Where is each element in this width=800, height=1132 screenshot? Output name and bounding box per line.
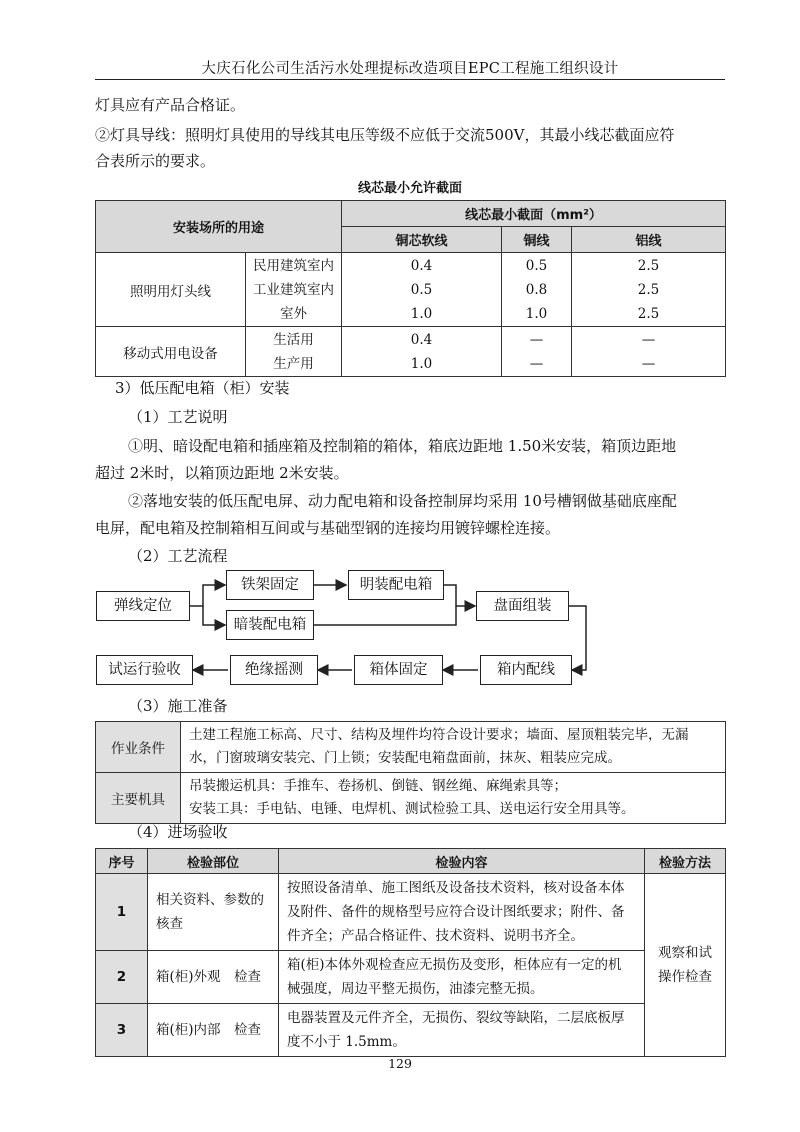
header-no: 序号: [96, 849, 148, 874]
row3-content: [279, 1004, 645, 1057]
group-lighting-cu-soft: [342, 253, 502, 327]
flow-node-concealed-box: 暗装配电箱: [226, 610, 314, 640]
table-cell: 民用建筑室内: [253, 257, 334, 274]
text-line: 箱(柜)本体外观检查应无损伤及变形，柜体应有一定的机: [287, 957, 622, 973]
header-content: 检验内容: [279, 849, 645, 874]
method-cell: [645, 874, 726, 1057]
paragraph-wire-voltage-line2: 合表所示的要求。: [95, 152, 216, 170]
page-number: 129: [388, 1056, 412, 1071]
row-no-1: 1: [96, 874, 148, 951]
page-header-title: 大庆石化公司生活污水处理提标改造项目EPC工程施工组织设计: [201, 61, 619, 77]
subsection-preparation: （3）施工准备: [128, 697, 228, 715]
flow-node-insulation-test: 绝缘摇测: [230, 655, 318, 685]
flow-node-commissioning: 试运行验收: [96, 655, 193, 685]
table-cell: 0.4: [410, 331, 433, 348]
flow-node-surface-box: 明装配电箱: [348, 570, 444, 600]
group-mobile: 移动式用电设备: [96, 327, 246, 377]
arrow-concealed-to-panel: [314, 606, 456, 625]
row1-part: [148, 874, 279, 951]
header-cu-soft: 铜芯软线: [342, 227, 502, 253]
row-no-3: 3: [96, 1004, 148, 1057]
label-main-tools: 主要机具: [96, 773, 181, 824]
table-cell: 0.4: [410, 257, 433, 274]
paragraph-floor-install-line2: 电屏，配电箱及控制箱相互间或与基础型钢的连接均用镀锌螺栓连接。: [95, 519, 561, 537]
table-cell: 生活用: [273, 331, 314, 348]
table-cell: 2.5: [637, 257, 660, 274]
text-line: 件齐全；产品合格证件、技术资料、说明书齐全。: [287, 928, 584, 944]
acceptance-table: [95, 848, 726, 1057]
table-cell: 0.5: [410, 281, 433, 298]
table-cell: —: [641, 331, 656, 348]
table-cell: 1.0: [410, 355, 433, 372]
table-cell: 室外: [280, 305, 307, 322]
header-min-section: 线芯最小截面（mm²）: [342, 201, 726, 227]
paragraph-floor-install-line1: ②落地安装的低压配电屏、动力配电箱和设备控制屏均采用 10号槽钢做基础底座配: [128, 492, 677, 510]
text-line: 按照设备清单、施工图纸及设备技术资料，核对设备本体: [287, 880, 625, 896]
text-line: 土建工程施工标高、尺寸、结构及埋件均符合设计要求；墙面、屋顶粗装完毕，无漏: [189, 727, 689, 743]
flow-node-internal-wiring: 箱内配线: [480, 655, 572, 685]
text-line: 及附件、备件的规格型号应符合设计图纸要求；附件、备: [287, 904, 625, 920]
section-heading-distribution-box: 3）低压配电箱（柜）安装: [115, 379, 290, 397]
subsection-process-flow: （2）工艺流程: [128, 547, 228, 565]
arrow-to-bracket-fixing: [190, 585, 225, 606]
table-cell: 工业建筑室内: [253, 281, 334, 298]
row2-content: [279, 951, 645, 1004]
header-part: 检验部位: [148, 849, 279, 874]
text-line: 吊装搬运机具：手推车、卷扬机、倒链、钢丝绳、麻绳索具等；: [189, 778, 567, 794]
work-conditions-text: [181, 722, 726, 773]
table-cell: 1.0: [525, 305, 548, 322]
header-use: 安装场所的用途: [96, 201, 342, 253]
text-line: 安装工具：手电钻、电锤、电焊机、测试检验工具、送电运行安全用具等。: [189, 801, 635, 817]
text-line: 度不小于 1.5mm。: [287, 1034, 406, 1050]
paragraph-certificate: 灯具应有产品合格证。: [95, 96, 246, 114]
group-mobile-al: [572, 327, 726, 377]
flow-node-panel-assembly: 盘面组装: [476, 591, 569, 621]
table-cell: 1.0: [410, 305, 433, 322]
paragraph-box-height-line2: 超过 2米时，以箱顶边距地 2米安装。: [95, 464, 349, 482]
header-rule: [95, 79, 725, 80]
text-line: 械强度，周边平整无损伤，油漆完整无损。: [287, 981, 544, 997]
table-cell: 0.5: [525, 257, 548, 274]
group-lighting: 照明用灯头线: [96, 253, 246, 327]
table-cell: 2.5: [637, 281, 660, 298]
flow-node-layout-marking: 弹线定位: [96, 591, 190, 621]
group-lighting-cu: [502, 253, 572, 327]
text-line: 核查: [156, 916, 183, 932]
text-line: 水，门窗玻璃安装完、门上锁；安装配电箱盘面前，抹灰、粗装应完成。: [189, 750, 621, 766]
flow-node-box-fixing: 箱体固定: [354, 655, 443, 685]
header-cu: 铜线: [502, 227, 572, 253]
flow-node-bracket-fixing: 铁架固定: [226, 570, 314, 600]
arrow-surface-to-panel: [444, 585, 475, 606]
table-cell: —: [529, 331, 544, 348]
text-line: 电器装置及元件齐全，无损伤、裂纹等缺陷，二层底板厚: [287, 1010, 625, 1026]
table-cell: 生产用: [273, 355, 314, 372]
label-work-conditions: 作业条件: [96, 722, 181, 773]
paragraph-wire-voltage-line1: ②灯具导线：照明灯具使用的导线其电压等级不应低于交流500V，其最小线芯截面应符: [95, 126, 675, 144]
row-no-2: 2: [96, 951, 148, 1004]
row2-part: 箱(柜)外观 检查: [148, 951, 279, 1004]
group-mobile-cu: [502, 327, 572, 377]
group-mobile-sub: [246, 327, 342, 377]
header-method: 检验方法: [645, 849, 726, 874]
table-cell: —: [641, 355, 656, 372]
arrow-to-concealed-box: [203, 606, 225, 625]
subsection-acceptance: （4）进场验收: [128, 823, 228, 841]
paragraph-box-height-line1: ①明、暗设配电箱和插座箱及控制箱的箱体，箱底边距地 1.50米安装，箱顶边距地: [128, 437, 677, 455]
table-cell: —: [529, 355, 544, 372]
text-line: 观察和试: [658, 945, 712, 961]
text-line: 操作检查: [658, 969, 712, 985]
subsection-process-description: （1）工艺说明: [128, 408, 228, 426]
main-tools-text: [181, 773, 726, 824]
header-al: 铝线: [572, 227, 726, 253]
table-cell: 0.8: [525, 281, 548, 298]
group-lighting-al: [572, 253, 726, 327]
preparation-table: [95, 721, 726, 824]
row1-content: [279, 874, 645, 951]
group-mobile-cu-soft: [342, 327, 502, 377]
table-cell: 2.5: [637, 305, 660, 322]
wire-section-table: [95, 200, 726, 377]
table1-caption: 线芯最小允许截面: [357, 181, 462, 196]
group-lighting-sub: [246, 253, 342, 327]
text-line: 相关资料、参数的: [156, 892, 264, 908]
row3-part: 箱(柜)内部 检查: [148, 1004, 279, 1057]
